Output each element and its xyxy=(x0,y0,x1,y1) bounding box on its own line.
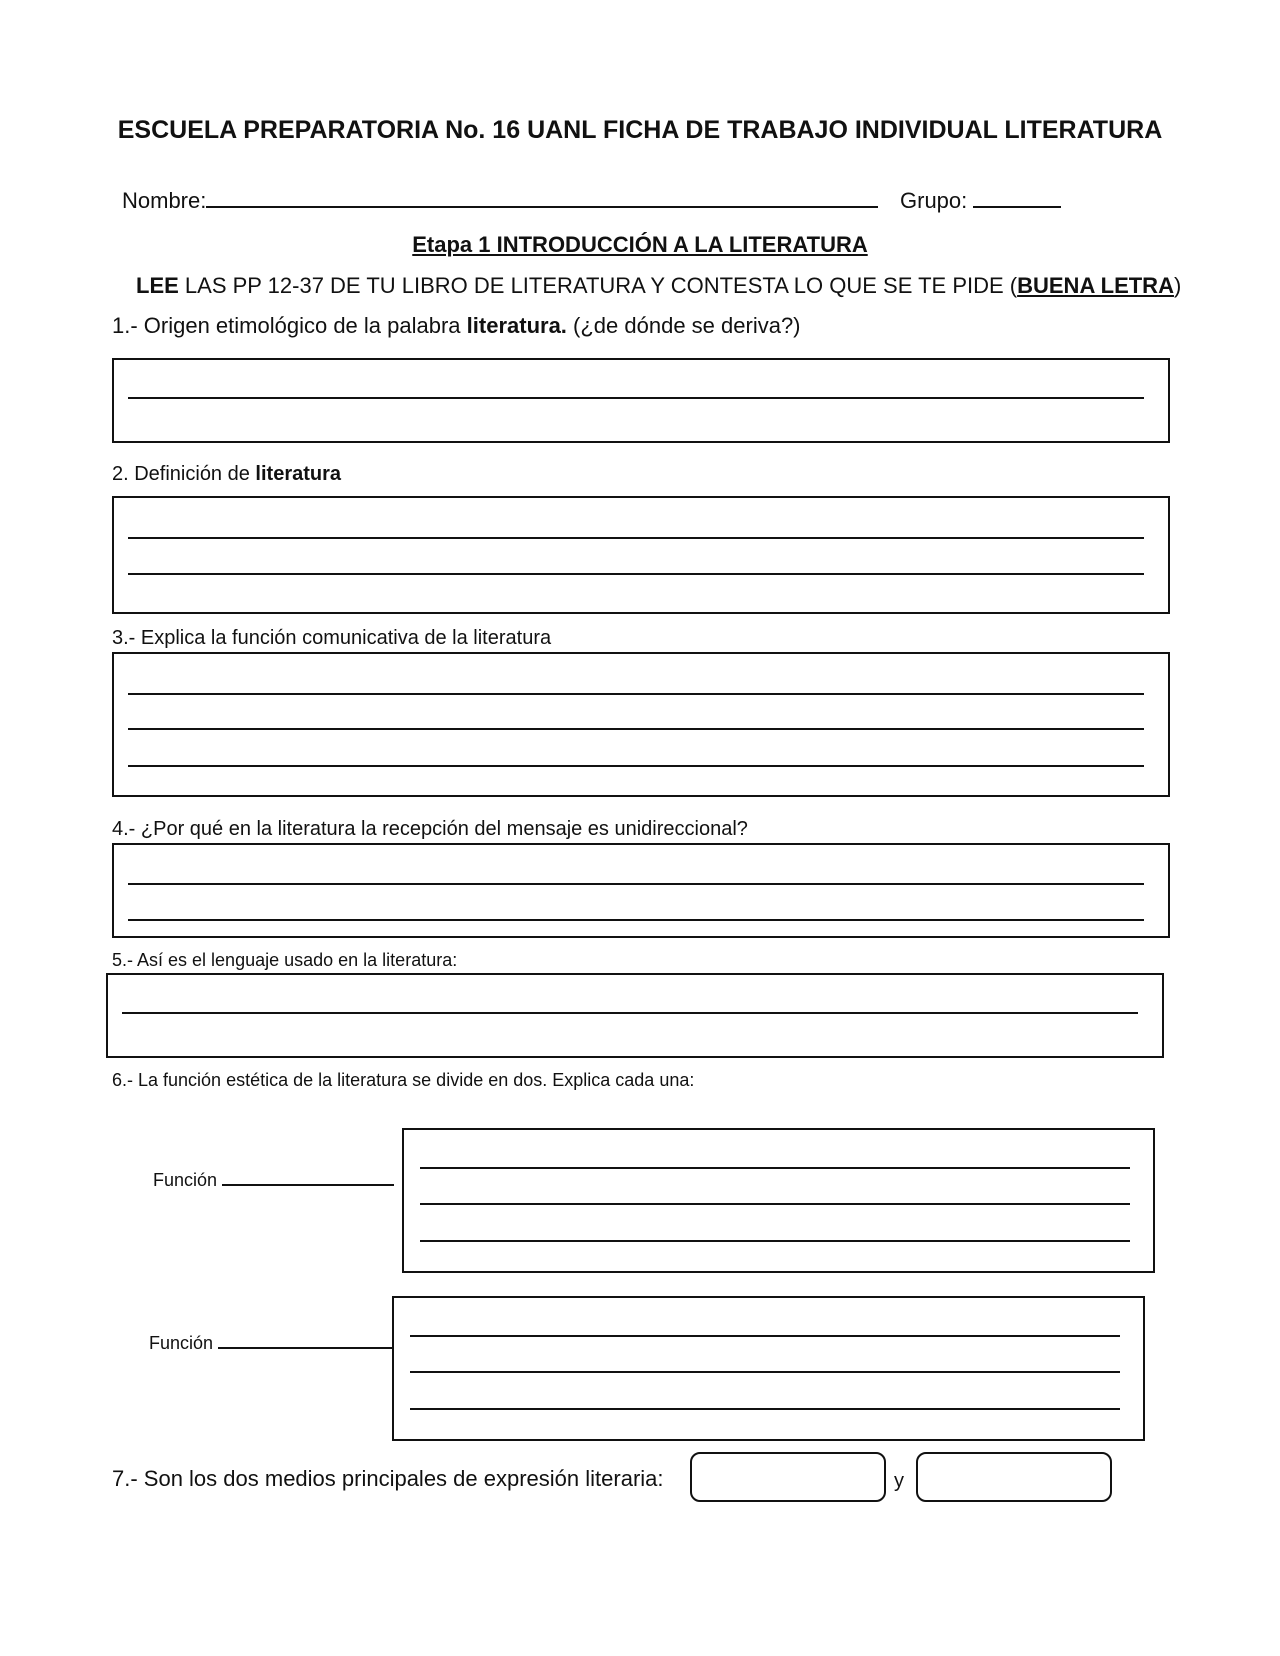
answer-line xyxy=(420,1167,1130,1169)
answer-box-6b[interactable] xyxy=(392,1296,1145,1441)
answer-box-7a[interactable] xyxy=(690,1452,886,1502)
function-2-row xyxy=(149,1331,392,1354)
question-1-keyword: literatura. xyxy=(466,313,567,338)
answer-line xyxy=(128,728,1144,730)
answer-line xyxy=(420,1203,1130,1205)
function-2-field[interactable] xyxy=(218,1331,392,1349)
question-1-suffix: (¿de dónde se deriva?) xyxy=(566,313,801,338)
name-field[interactable] xyxy=(206,186,878,208)
answer-box-2[interactable] xyxy=(112,496,1170,614)
function-1-row xyxy=(153,1168,394,1191)
function-1-field[interactable] xyxy=(222,1168,394,1186)
instructions-lead: LEE xyxy=(136,273,179,298)
question-2-keyword: literatura xyxy=(255,463,342,485)
group-field[interactable] xyxy=(973,186,1061,208)
function-1-label: Función xyxy=(153,1170,218,1190)
answer-line xyxy=(128,397,1144,399)
question-1-text: 1.- Origen etimológico de la palabra xyxy=(112,313,467,338)
question-1 xyxy=(112,313,801,339)
answer-box-7b[interactable] xyxy=(916,1452,1112,1502)
question-6: 6.- La función estética de la literatura se divide en dos. Explica cada una: xyxy=(112,1070,695,1090)
answer-line xyxy=(128,693,1144,695)
question-2 xyxy=(112,463,341,486)
answer-box-5[interactable] xyxy=(106,973,1164,1058)
answer-line xyxy=(128,573,1144,575)
question-3: 3.- Explica la función comunicativa de la literatura xyxy=(112,627,552,649)
group-row xyxy=(900,186,1061,214)
answer-box-3[interactable] xyxy=(112,652,1170,797)
answer-box-4[interactable] xyxy=(112,843,1170,938)
answer-line xyxy=(122,1012,1138,1014)
answer-line xyxy=(410,1408,1120,1410)
answer-line xyxy=(128,537,1144,539)
question-5: 5.- Así es el lenguaje usado en la literatura: xyxy=(112,950,458,970)
instructions xyxy=(136,273,1181,299)
question-7-connector: y xyxy=(894,1470,904,1492)
answer-line xyxy=(410,1371,1120,1373)
answer-line xyxy=(128,883,1144,885)
instructions-emphasis: BUENA LETRA xyxy=(1017,273,1174,298)
answer-box-6a[interactable] xyxy=(402,1128,1155,1273)
group-label: Grupo: xyxy=(900,188,968,213)
answer-line xyxy=(128,919,1144,921)
answer-line xyxy=(128,765,1144,767)
page-title: ESCUELA PREPARATORIA No. 16 UANL FICHA DE TRABAJO INDIVIDUAL LITERATURA xyxy=(117,116,1163,144)
answer-line xyxy=(420,1240,1130,1242)
question-4: 4.- ¿Por qué en la literatura la recepción del mensaje es unidireccional? xyxy=(112,818,748,840)
name-row xyxy=(122,186,878,214)
stage-title: Etapa 1 INTRODUCCIÓN A LA LITERATURA xyxy=(412,232,868,257)
name-label: Nombre: xyxy=(122,188,207,213)
instructions-text: LAS PP 12-37 DE TU LIBRO DE LITERATURA Y CONTESTA LO QUE SE TE PIDE ( xyxy=(178,273,1018,298)
answer-line xyxy=(410,1335,1120,1337)
question-2-text: 2. Definición de xyxy=(112,463,256,485)
question-7: 7.- Son los dos medios principales de expresión literaria: xyxy=(112,1466,664,1491)
answer-box-1[interactable] xyxy=(112,358,1170,443)
function-2-label: Función xyxy=(149,1333,214,1353)
instructions-close: ) xyxy=(1173,273,1182,298)
